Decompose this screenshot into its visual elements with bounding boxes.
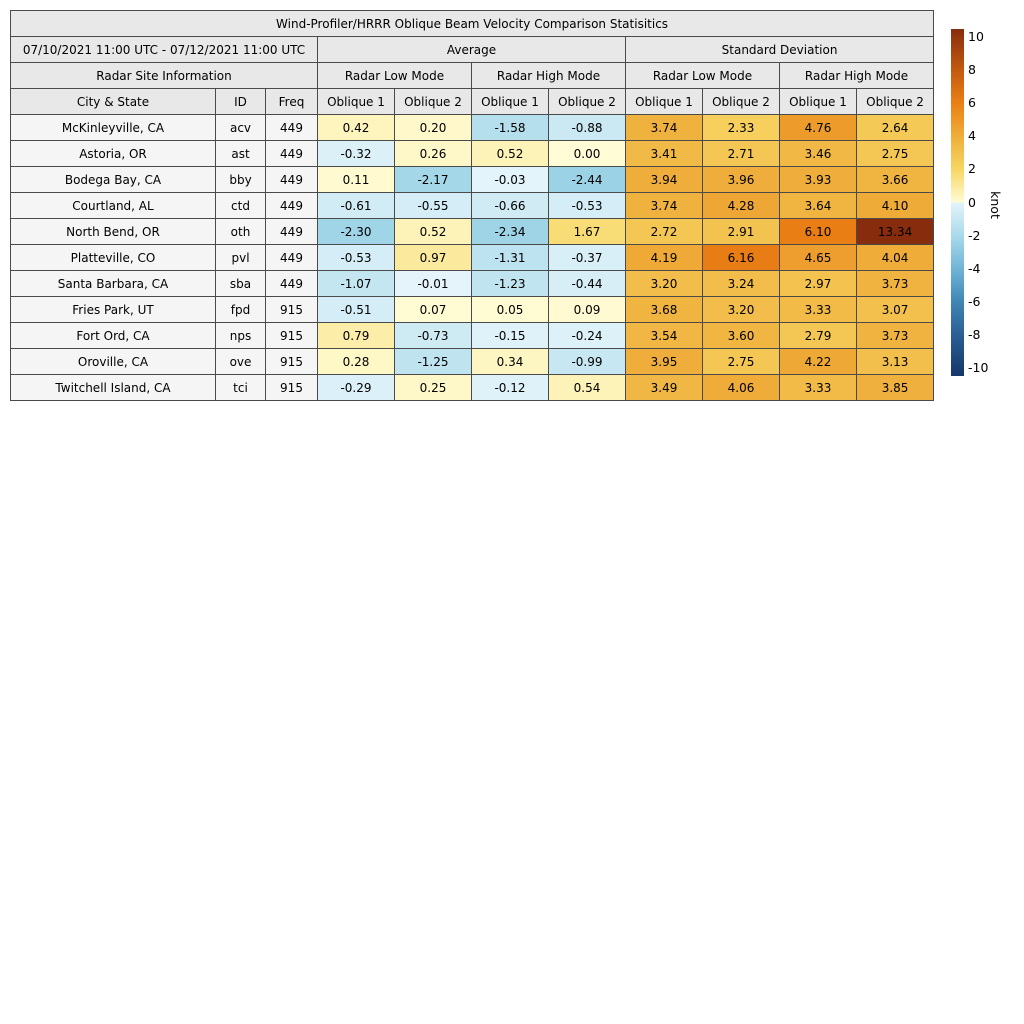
site-id-cell: ove — [216, 349, 266, 375]
value-cell: 3.96 — [703, 167, 780, 193]
freq-cell: 915 — [266, 375, 318, 401]
avg-low-oblique2-header: Oblique 2 — [395, 89, 472, 115]
city-cell: Oroville, CA — [11, 349, 216, 375]
time-period-cell: 07/10/2021 11:00 UTC - 07/12/2021 11:00 UTC — [11, 37, 318, 63]
site-id-cell: acv — [216, 115, 266, 141]
mode-header-row — [11, 63, 934, 89]
table-row — [11, 141, 934, 167]
colorbar-tick-label: -6 — [968, 293, 981, 309]
avg-high-oblique2-header: Oblique 2 — [549, 89, 626, 115]
freq-cell: 449 — [266, 271, 318, 297]
value-cell: 0.28 — [318, 349, 395, 375]
freq-cell: 449 — [266, 193, 318, 219]
table-row — [11, 349, 934, 375]
site-id-cell: oth — [216, 219, 266, 245]
city-cell: Santa Barbara, CA — [11, 271, 216, 297]
table-row — [11, 219, 934, 245]
table-row — [11, 167, 934, 193]
id-header: ID — [216, 89, 266, 115]
value-cell: -0.44 — [549, 271, 626, 297]
group-header-row — [11, 37, 934, 63]
value-cell: 13.34 — [857, 219, 934, 245]
value-cell: -0.24 — [549, 323, 626, 349]
value-cell: 3.54 — [626, 323, 703, 349]
value-cell: 0.97 — [395, 245, 472, 271]
value-cell: 3.41 — [626, 141, 703, 167]
table-row — [11, 193, 934, 219]
freq-cell: 449 — [266, 245, 318, 271]
city-state-header: City & State — [11, 89, 216, 115]
freq-cell: 449 — [266, 219, 318, 245]
value-cell: 3.94 — [626, 167, 703, 193]
value-cell: 3.85 — [857, 375, 934, 401]
colorbar — [951, 29, 964, 376]
value-cell: 3.33 — [780, 375, 857, 401]
value-cell: -0.12 — [472, 375, 549, 401]
table-row — [11, 245, 934, 271]
colorbar-tick-label: 2 — [968, 161, 976, 177]
value-cell: 0.54 — [549, 375, 626, 401]
value-cell: 2.79 — [780, 323, 857, 349]
city-cell: Bodega Bay, CA — [11, 167, 216, 193]
table-row — [11, 115, 934, 141]
site-id-cell: fpd — [216, 297, 266, 323]
site-info-header: Radar Site Information — [11, 63, 318, 89]
value-cell: 3.73 — [857, 323, 934, 349]
city-cell: North Bend, OR — [11, 219, 216, 245]
value-cell: -1.23 — [472, 271, 549, 297]
freq-cell: 449 — [266, 167, 318, 193]
colorbar-tick-label: 4 — [968, 128, 976, 144]
title-row — [11, 11, 934, 37]
freq-cell: 449 — [266, 141, 318, 167]
value-cell: 2.33 — [703, 115, 780, 141]
site-id-cell: nps — [216, 323, 266, 349]
std-low-mode-header: Radar Low Mode — [626, 63, 780, 89]
city-cell: Twitchell Island, CA — [11, 375, 216, 401]
value-cell: 0.20 — [395, 115, 472, 141]
std-dev-group-header: Standard Deviation — [626, 37, 934, 63]
value-cell: -1.07 — [318, 271, 395, 297]
value-cell: 1.67 — [549, 219, 626, 245]
value-cell: 0.52 — [395, 219, 472, 245]
value-cell: 2.64 — [857, 115, 934, 141]
table-row — [11, 271, 934, 297]
table-row — [11, 297, 934, 323]
value-cell: 0.79 — [318, 323, 395, 349]
value-cell: 0.52 — [472, 141, 549, 167]
table-row — [11, 323, 934, 349]
value-cell: 0.42 — [318, 115, 395, 141]
site-id-cell: pvl — [216, 245, 266, 271]
site-id-cell: sba — [216, 271, 266, 297]
value-cell: -0.29 — [318, 375, 395, 401]
value-cell: 3.46 — [780, 141, 857, 167]
value-cell: -0.32 — [318, 141, 395, 167]
city-cell: McKinleyville, CA — [11, 115, 216, 141]
value-cell: 6.16 — [703, 245, 780, 271]
value-cell: 0.05 — [472, 297, 549, 323]
value-cell: 6.10 — [780, 219, 857, 245]
colorbar-tick-label: -4 — [968, 260, 981, 276]
avg-low-mode-header: Radar Low Mode — [318, 63, 472, 89]
value-cell: -0.37 — [549, 245, 626, 271]
value-cell: -0.55 — [395, 193, 472, 219]
city-cell: Fries Park, UT — [11, 297, 216, 323]
value-cell: 4.22 — [780, 349, 857, 375]
value-cell: 4.10 — [857, 193, 934, 219]
value-cell: 3.64 — [780, 193, 857, 219]
value-cell: 3.95 — [626, 349, 703, 375]
value-cell: 3.74 — [626, 193, 703, 219]
statistics-table — [10, 10, 934, 401]
value-cell: 0.07 — [395, 297, 472, 323]
avg-high-mode-header: Radar High Mode — [472, 63, 626, 89]
freq-cell: 449 — [266, 115, 318, 141]
city-cell: Astoria, OR — [11, 141, 216, 167]
value-cell: 3.66 — [857, 167, 934, 193]
value-cell: -0.73 — [395, 323, 472, 349]
table-row — [11, 375, 934, 401]
average-group-header: Average — [318, 37, 626, 63]
value-cell: 3.73 — [857, 271, 934, 297]
value-cell: 4.06 — [703, 375, 780, 401]
colorbar-tick-label: -10 — [968, 359, 989, 375]
freq-header: Freq — [266, 89, 318, 115]
value-cell: 2.97 — [780, 271, 857, 297]
colorbar-tick-label: -2 — [968, 227, 981, 243]
value-cell: -0.53 — [549, 193, 626, 219]
value-cell: 3.93 — [780, 167, 857, 193]
value-cell: -1.58 — [472, 115, 549, 141]
table-title: Wind-Profiler/HRRR Oblique Beam Velocity Comparison Statisitics — [11, 11, 934, 37]
value-cell: 3.20 — [703, 297, 780, 323]
value-cell: 0.09 — [549, 297, 626, 323]
value-cell: 0.25 — [395, 375, 472, 401]
value-cell: -2.17 — [395, 167, 472, 193]
value-cell: 3.68 — [626, 297, 703, 323]
value-cell: 3.60 — [703, 323, 780, 349]
value-cell: 4.65 — [780, 245, 857, 271]
colorbar-tick-label: -8 — [968, 326, 981, 342]
value-cell: 2.75 — [703, 349, 780, 375]
freq-cell: 915 — [266, 323, 318, 349]
site-id-cell: bby — [216, 167, 266, 193]
value-cell: 4.76 — [780, 115, 857, 141]
site-id-cell: ctd — [216, 193, 266, 219]
colorbar-unit-label: knot — [988, 191, 1003, 219]
value-cell: 3.07 — [857, 297, 934, 323]
value-cell: 0.26 — [395, 141, 472, 167]
value-cell: 3.49 — [626, 375, 703, 401]
value-cell: 0.34 — [472, 349, 549, 375]
city-cell: Platteville, CO — [11, 245, 216, 271]
std-low-oblique1-header: Oblique 1 — [626, 89, 703, 115]
value-cell: -2.44 — [549, 167, 626, 193]
value-cell: -0.61 — [318, 193, 395, 219]
value-cell: 3.33 — [780, 297, 857, 323]
value-cell: -0.03 — [472, 167, 549, 193]
avg-low-oblique1-header: Oblique 1 — [318, 89, 395, 115]
value-cell: -0.51 — [318, 297, 395, 323]
value-cell: 4.04 — [857, 245, 934, 271]
table-body — [11, 115, 934, 401]
value-cell: -0.66 — [472, 193, 549, 219]
value-cell: -0.99 — [549, 349, 626, 375]
avg-high-oblique1-header: Oblique 1 — [472, 89, 549, 115]
value-cell: 4.28 — [703, 193, 780, 219]
value-cell: -2.30 — [318, 219, 395, 245]
value-cell: 2.72 — [626, 219, 703, 245]
site-id-cell: tci — [216, 375, 266, 401]
column-header-row — [11, 89, 934, 115]
value-cell: -0.53 — [318, 245, 395, 271]
value-cell: 2.91 — [703, 219, 780, 245]
value-cell: 3.24 — [703, 271, 780, 297]
value-cell: 3.13 — [857, 349, 934, 375]
colorbar-tick-label: 0 — [968, 194, 976, 210]
value-cell: 0.00 — [549, 141, 626, 167]
value-cell: -1.31 — [472, 245, 549, 271]
colorbar-tick-label: 6 — [968, 95, 976, 111]
std-high-oblique2-header: Oblique 2 — [857, 89, 934, 115]
value-cell: 2.75 — [857, 141, 934, 167]
value-cell: 4.19 — [626, 245, 703, 271]
site-id-cell: ast — [216, 141, 266, 167]
value-cell: -0.88 — [549, 115, 626, 141]
std-high-mode-header: Radar High Mode — [780, 63, 934, 89]
std-high-oblique1-header: Oblique 1 — [780, 89, 857, 115]
freq-cell: 915 — [266, 349, 318, 375]
value-cell: -0.15 — [472, 323, 549, 349]
value-cell: 0.11 — [318, 167, 395, 193]
colorbar-tick-label: 8 — [968, 62, 976, 78]
value-cell: 3.20 — [626, 271, 703, 297]
value-cell: -1.25 — [395, 349, 472, 375]
value-cell: -2.34 — [472, 219, 549, 245]
table-header — [11, 11, 934, 115]
value-cell: 3.74 — [626, 115, 703, 141]
freq-cell: 915 — [266, 297, 318, 323]
city-cell: Fort Ord, CA — [11, 323, 216, 349]
colorbar-tick-label: 10 — [968, 29, 984, 45]
value-cell: 2.71 — [703, 141, 780, 167]
value-cell: -0.01 — [395, 271, 472, 297]
city-cell: Courtland, AL — [11, 193, 216, 219]
std-low-oblique2-header: Oblique 2 — [703, 89, 780, 115]
